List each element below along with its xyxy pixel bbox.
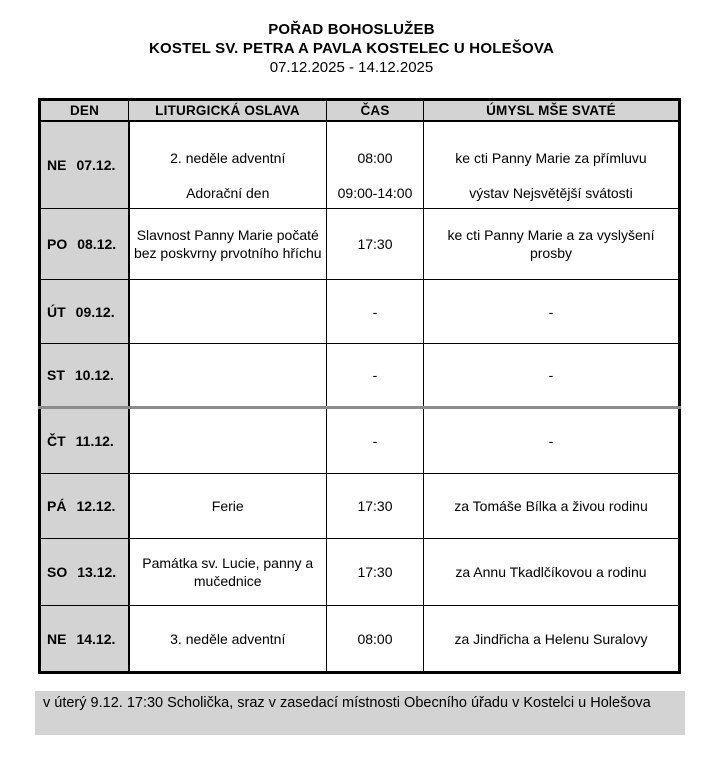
day-cell [40, 121, 129, 209]
header-umysl: ÚMYSL MŠE SVATÉ [424, 100, 680, 121]
oslava-cell [129, 408, 327, 474]
day-date: 13.12. [77, 564, 117, 580]
table-row [40, 209, 680, 280]
day-cell [40, 344, 129, 408]
day-date: 12.12. [76, 498, 116, 514]
umysl-cell: - [424, 344, 680, 408]
umysl-cell: ke cti Panny Marie a za vyslyšení prosby [424, 209, 680, 280]
umysl-cell: - [424, 408, 680, 474]
day-date: 11.12. [75, 433, 114, 449]
umysl-cell: - [424, 280, 680, 344]
footer-note: v úterý 9.12. 17:30 Scholička, sraz v zasedací místnosti Obecního úřadu v Kostelci u Holešova [35, 691, 685, 735]
date-range: 07.12.2025 - 14.12.2025 [269, 59, 434, 76]
document-header [0, 0, 703, 77]
oslava-cell [129, 280, 327, 344]
cas-cell: 17:30 [327, 474, 424, 539]
schedule-table [38, 98, 681, 674]
table-row [40, 344, 680, 408]
oslava-cell: 3. neděle adventní [129, 606, 327, 673]
header-cas: ČAS [327, 100, 424, 121]
table-row [40, 606, 680, 673]
day-cell [40, 280, 129, 344]
day-date: 08.12. [77, 236, 117, 252]
oslava-line: 2. neděle adventní [170, 149, 286, 166]
cas-cell: 17:30 [327, 539, 424, 606]
umysl-cell: za Jindřicha a Helenu Suralovy [424, 606, 680, 673]
day-date: 14.12. [76, 630, 116, 647]
day-abbr: ČT [47, 433, 66, 449]
oslava-cell: Památka sv. Lucie, panny a mučednice [129, 539, 327, 606]
day-abbr: NE [47, 156, 67, 173]
cas-cell [327, 121, 424, 209]
day-cell [40, 606, 129, 673]
umysl-line: ke cti Panny Marie za přímluvu [455, 149, 647, 166]
day-cell [40, 408, 129, 474]
table-row [40, 539, 680, 606]
oslava-cell [129, 344, 327, 408]
day-abbr: PO [47, 236, 68, 252]
day-date: 10.12. [74, 367, 114, 383]
day-abbr: ST [47, 367, 65, 383]
day-cell [40, 209, 129, 280]
oslava-line: Adorační den [186, 184, 270, 201]
cas-line: 08:00 [357, 149, 393, 166]
day-cell [40, 474, 129, 539]
oslava-cell: Slavnost Panny Marie počaté bez poskvrny prvotního hříchu [129, 209, 327, 280]
table-row [40, 408, 680, 474]
umysl-cell [424, 121, 680, 209]
header-liturgicka-oslava: LITURGICKÁ OSLAVA [129, 100, 327, 121]
umysl-line: výstav Nejsvětější svátosti [469, 184, 633, 201]
day-abbr: PÁ [47, 498, 67, 514]
day-date: 09.12. [75, 303, 115, 320]
table-row [40, 474, 680, 539]
day-abbr: ÚT [47, 303, 66, 320]
header-den: DEN [40, 100, 129, 121]
page-title: POŘAD BOHOSLUŽEB [268, 21, 435, 38]
cas-cell: - [327, 280, 424, 344]
cas-cell: 17:30 [327, 209, 424, 280]
table-row [40, 280, 680, 344]
table-header-row [40, 100, 680, 121]
cas-cell: - [327, 344, 424, 408]
umysl-cell: za Tomáše Bílka a živou rodinu [424, 474, 680, 539]
cas-cell: 08:00 [327, 606, 424, 673]
cas-cell: - [327, 408, 424, 474]
day-date: 07.12. [76, 156, 116, 173]
day-abbr: NE [47, 630, 67, 647]
umysl-cell: za Annu Tkadlčíkovou a rodinu [424, 539, 680, 606]
table-row [40, 121, 680, 209]
oslava-cell: Ferie [129, 474, 327, 539]
day-abbr: SO [47, 564, 68, 580]
day-cell [40, 539, 129, 606]
church-name: KOSTEL SV. PETRA A PAVLA KOSTELEC U HOLEŠOVA [149, 40, 554, 57]
cas-line: 09:00-14:00 [337, 184, 413, 201]
oslava-cell [129, 121, 327, 209]
